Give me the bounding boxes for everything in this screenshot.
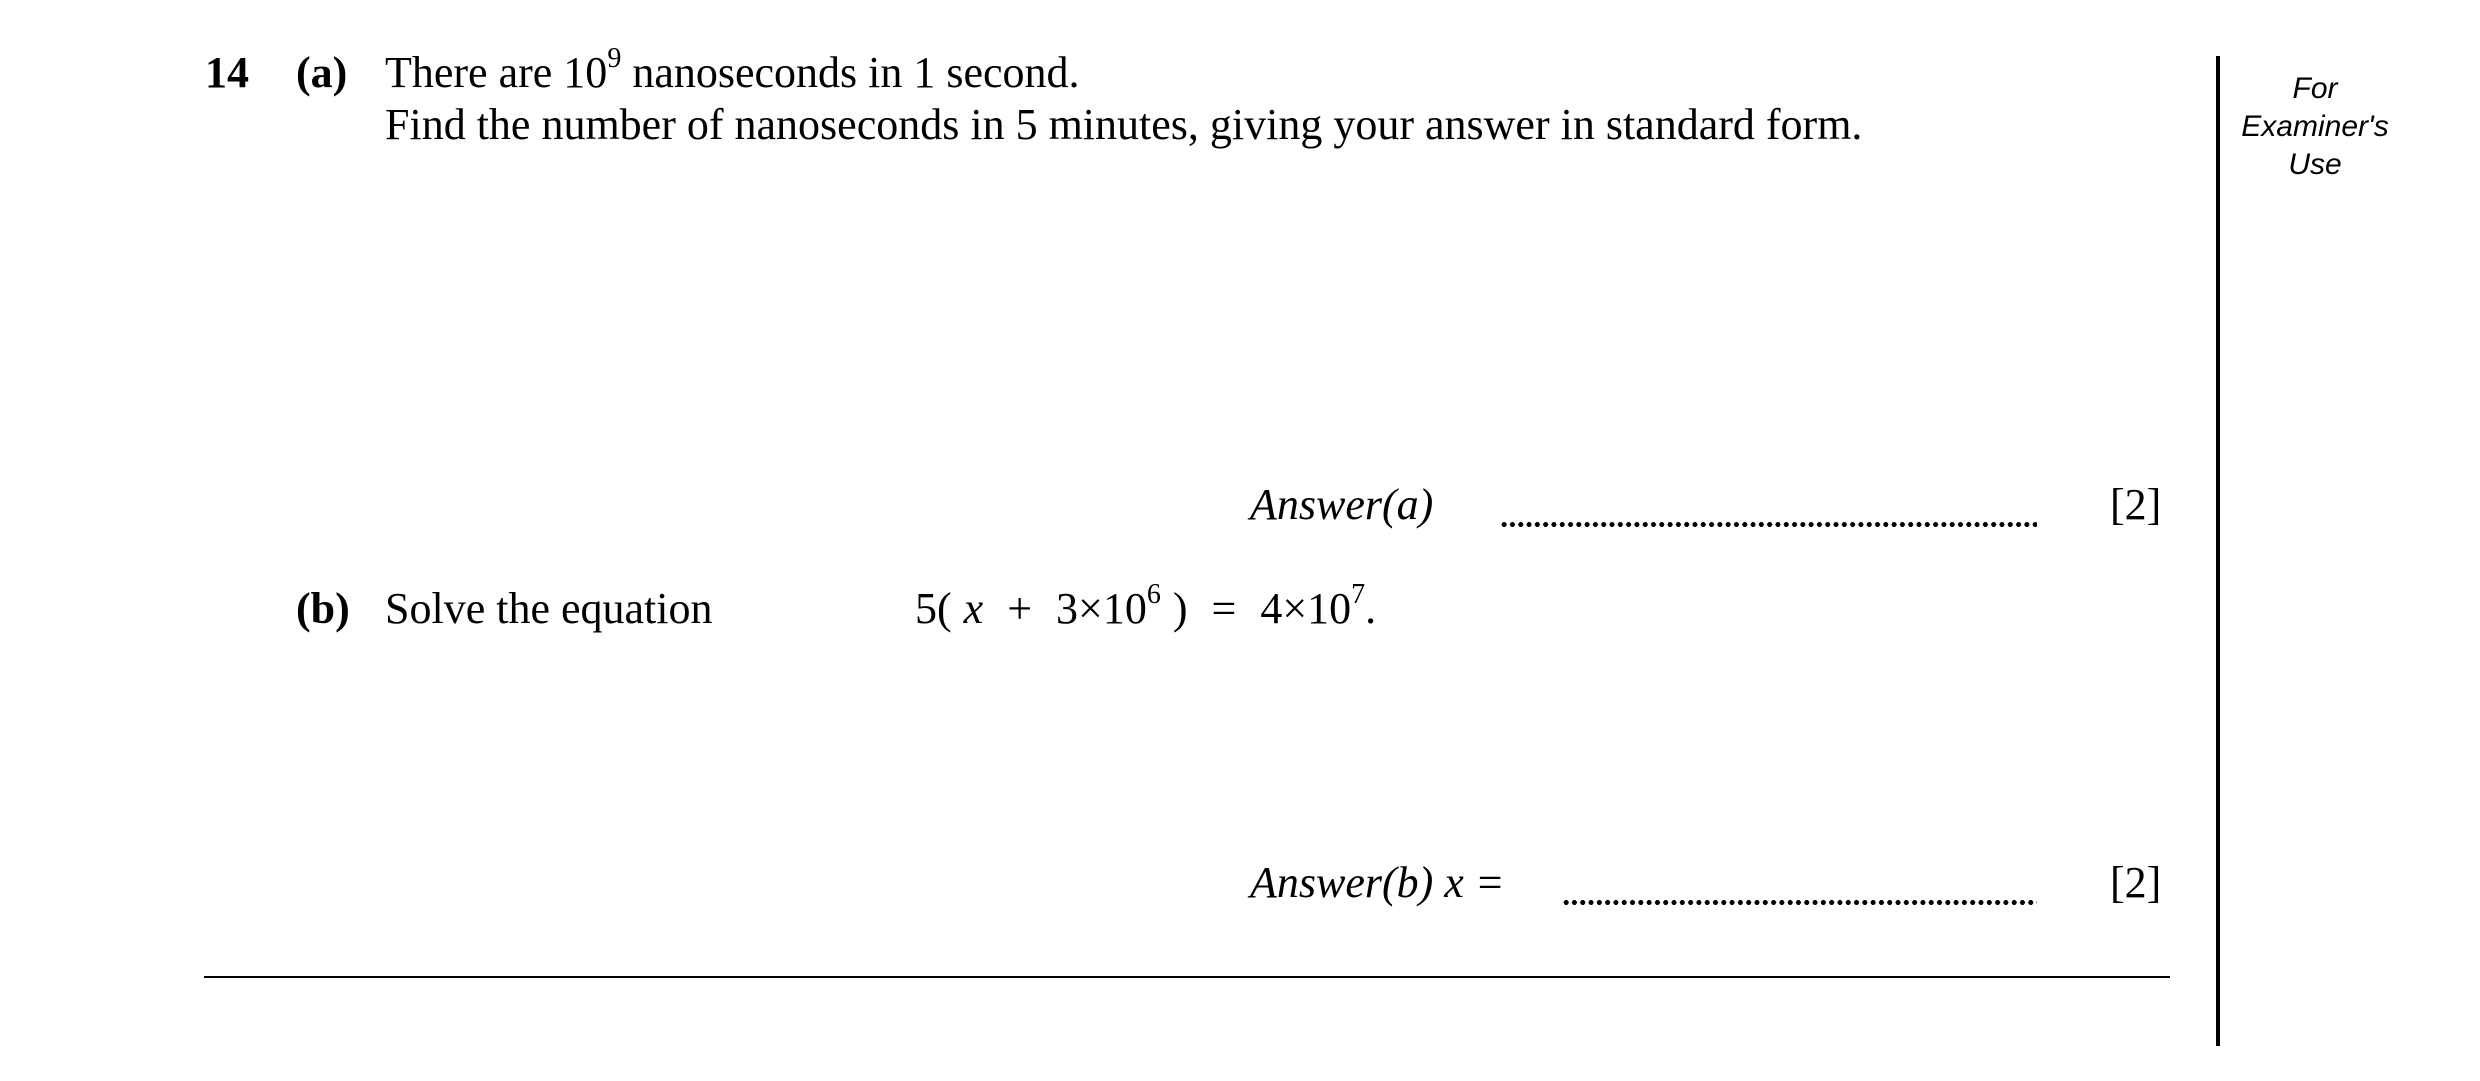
equation-term: 3×10 bbox=[1056, 584, 1147, 633]
equation bbox=[915, 579, 1377, 634]
examiner-line-3: Use bbox=[2288, 148, 2342, 181]
equation-rhs-exponent: 7 bbox=[1351, 579, 1366, 611]
part-a-statement-prefix: There are 10 bbox=[385, 48, 608, 97]
answer-a-field[interactable] bbox=[1500, 480, 2037, 530]
part-a-label: (a) bbox=[296, 48, 348, 97]
part-a-exponent: 9 bbox=[607, 43, 622, 75]
part-a-marks: [2] bbox=[2110, 480, 2162, 529]
equation-equals: = bbox=[1211, 584, 1237, 633]
equation-lhs-open: 5( bbox=[915, 584, 952, 633]
answer-b-field[interactable] bbox=[1562, 858, 2037, 908]
answer-a-dotted-line bbox=[1500, 521, 2037, 528]
answer-b-dotted-line bbox=[1562, 899, 2037, 906]
equation-rhs: 4×10 bbox=[1260, 584, 1352, 633]
part-b-label: (b) bbox=[296, 584, 350, 633]
equation-end: . bbox=[1365, 584, 1377, 633]
question-end-rule bbox=[204, 976, 2170, 978]
examiner-line-1: For bbox=[2292, 72, 2338, 105]
equation-plus: + bbox=[1007, 584, 1033, 633]
equation-variable: x bbox=[963, 584, 984, 633]
part-b-marks: [2] bbox=[2110, 858, 2162, 907]
examiner-line-2: Examiner's bbox=[2241, 110, 2389, 143]
part-a-instruction: Find the number of nanoseconds in 5 minutes, giving your answer in standard form. bbox=[385, 100, 1863, 149]
equation-term-exponent: 6 bbox=[1146, 579, 1161, 611]
examiner-use-label bbox=[2225, 70, 2405, 184]
equation-lhs-close: ) bbox=[1172, 584, 1188, 633]
question-number: 14 bbox=[205, 48, 249, 97]
part-a-statement-suffix: nanoseconds in 1 second. bbox=[621, 48, 1080, 97]
answer-a-label: Answer(a) bbox=[1250, 480, 1434, 529]
answer-b-label: Answer(b) x = bbox=[1250, 858, 1505, 907]
part-a-statement bbox=[385, 43, 1080, 98]
part-b-instruction: Solve the equation bbox=[385, 584, 713, 633]
examiner-margin-divider bbox=[2216, 56, 2220, 1046]
